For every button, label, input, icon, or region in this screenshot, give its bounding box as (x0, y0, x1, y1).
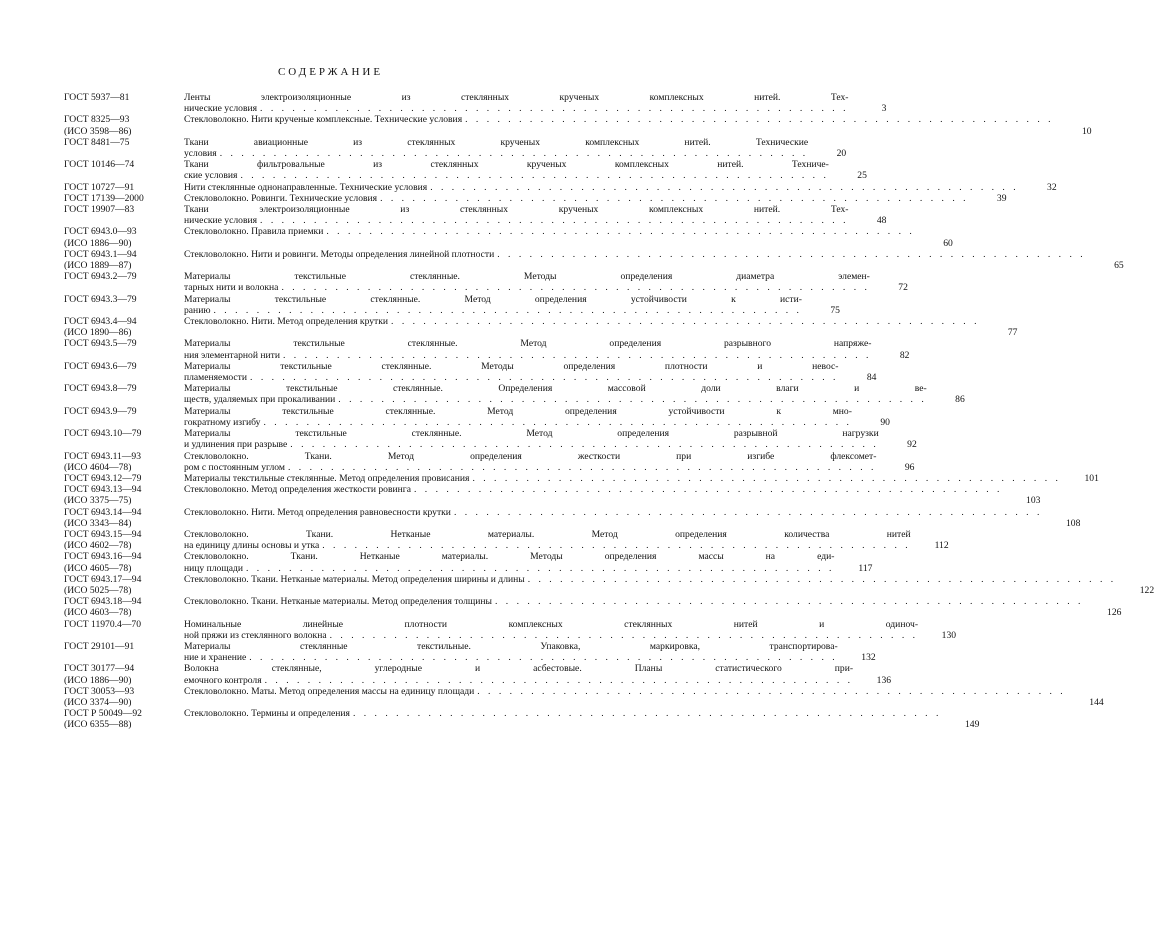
title-line: Стекловолокно. Ткани. Метод определения жесткости при изгибе флексомет- (184, 450, 877, 462)
title-line: ния элементарной нити . . . (184, 350, 871, 361)
dot-leader (477, 686, 1065, 697)
standard-codes (64, 406, 184, 428)
entry-title (184, 271, 876, 293)
standard-code: ГОСТ 6943.15—94 (64, 528, 142, 540)
standard-codes (64, 249, 184, 271)
standard-codes (64, 316, 184, 338)
entry-title (184, 383, 933, 405)
title-line: емочного контроля . . . (184, 675, 853, 686)
dot-leader (265, 675, 853, 686)
toc-entry[interactable] (64, 181, 1057, 193)
dot-leader (495, 596, 1083, 607)
standard-code: ГОСТ 6943.8—79 (64, 383, 137, 395)
toc-entry[interactable] (64, 685, 1104, 708)
entry-title (184, 708, 947, 730)
page-number: 25 (857, 170, 867, 182)
toc-entry[interactable] (64, 316, 1018, 339)
page-number: 48 (876, 215, 887, 227)
page-number: 82 (899, 349, 910, 361)
title-line: Материалы стеклянные текстильные. Упаковка, маркировка, транспортирова- (184, 640, 838, 652)
standard-code: ГОСТ 8325—93 (64, 114, 130, 126)
entry-title (184, 406, 858, 428)
toc-entry[interactable] (64, 596, 1122, 619)
title-line: Стекловолокно. Правила приемки . . . (184, 226, 915, 237)
standard-code: ГОСТ Р 50049—92 (64, 708, 142, 720)
standard-code: ГОСТ 6943.5—79 (64, 338, 137, 350)
toc-entry[interactable] (64, 663, 892, 686)
entry-title (184, 574, 1122, 596)
title-line: Стекловолокно. Ткани. Нетканые материалы. Методы определения массы на еди- (184, 551, 835, 563)
iso-code: (ИСО 6355—88) (64, 719, 132, 731)
title-line: Ткани электроизоляционные из стеклянных крученых комплексных нитей. Тех- (184, 204, 849, 216)
page-number: 136 (876, 674, 892, 686)
standard-codes (64, 294, 184, 316)
title-line: Стекловолокно. Метод определения жесткости ровинга . . . (184, 484, 1002, 495)
standard-codes (64, 428, 184, 450)
standard-codes (64, 204, 184, 226)
toc-entry[interactable] (64, 159, 867, 182)
dot-leader (290, 439, 878, 450)
title-line: Стекловолокно. Ткани. Нетканые материалы. Метод определения количества нитей (184, 528, 911, 540)
entry-title (184, 663, 859, 685)
entry-title (184, 473, 1067, 484)
title-line: Стекловолокно. Ткани. Нетканые материалы. Метод определения толщины . . . (184, 596, 1083, 607)
standard-codes (64, 137, 184, 159)
entry-title (184, 249, 1092, 271)
page-number: 65 (1114, 260, 1124, 272)
standard-codes (64, 338, 184, 360)
page-number: 108 (1065, 517, 1081, 529)
toc-entry[interactable] (64, 360, 877, 384)
standard-code: ГОСТ 6943.0—93 (64, 226, 137, 238)
standard-code: ГОСТ 6943.12—79 (64, 472, 142, 484)
toc-entry[interactable] (64, 428, 917, 451)
dot-leader (281, 282, 869, 293)
entry-title (184, 294, 808, 316)
iso-code: (ИСО 3598—86) (64, 125, 132, 137)
dot-leader (326, 226, 914, 237)
page-number: 77 (1007, 327, 1018, 339)
entry-title (184, 338, 877, 360)
standard-code: ГОСТ 6943.2—79 (64, 271, 137, 283)
standard-code: ГОСТ 17139—2000 (64, 192, 144, 204)
page-number: 60 (943, 237, 953, 249)
title-line: Материалы текстильные стеклянные. Метод определения провисания . . . (184, 473, 1061, 484)
toc-entry[interactable] (64, 92, 887, 115)
page-number: 90 (880, 416, 890, 428)
standard-codes (64, 551, 184, 573)
page-number: 32 (1047, 181, 1057, 193)
page-number: 130 (941, 629, 957, 641)
entry-title (184, 92, 854, 114)
toc-entry[interactable] (64, 204, 887, 227)
entry-title (184, 686, 1072, 708)
standard-codes (64, 663, 184, 685)
title-line: Стекловолокно. Термины и определения . . . (184, 708, 941, 719)
title-line: ние и хранение . . . (184, 652, 838, 663)
standard-code: ГОСТ 6943.10—79 (64, 428, 142, 440)
standard-code: ГОСТ 11970.4—70 (64, 618, 142, 630)
page-number: 39 (996, 192, 1007, 204)
standard-code: ГОСТ 6943.3—79 (64, 293, 137, 305)
page-number: 144 (1089, 696, 1104, 708)
entry-title (184, 159, 835, 181)
standard-codes (64, 92, 184, 114)
standard-code: ГОСТ 30177—94 (64, 663, 135, 675)
page-number: 10 (1081, 125, 1092, 137)
title-line: Стекловолокно. Маты. Метод определения массы на единицу площади . . . (184, 686, 1066, 697)
standard-codes (64, 619, 184, 641)
standard-code: ГОСТ 10146—74 (64, 159, 135, 171)
dot-leader (220, 148, 808, 159)
standard-code: ГОСТ 6943.17—94 (64, 573, 142, 585)
iso-code: (ИСО 1886—90) (64, 237, 132, 249)
entry-title (184, 114, 1060, 136)
standard-codes (64, 383, 184, 405)
dot-leader (288, 462, 876, 473)
title-line: ницу площади . . . (184, 563, 834, 574)
dot-leader (454, 507, 1042, 518)
dot-leader (246, 563, 834, 574)
dot-leader (240, 170, 828, 181)
page-number: 75 (830, 304, 840, 316)
title-line: нические условия . . . (184, 215, 848, 226)
title-line: ранию . . . (184, 305, 802, 316)
toc-entry[interactable] (64, 528, 949, 552)
standard-code: ГОСТ 6943.1—94 (64, 248, 137, 260)
title-line: Волокна стеклянные, углеродные и асбестовые. Планы статистического при- (184, 663, 854, 675)
dot-leader (391, 316, 979, 327)
title-line: Стекловолокно. Ткани. Нетканые материалы. Метод определения ширины и длины . . . (184, 574, 1116, 585)
title-line: Номинальные линейные плотности комплексных стеклянных нитей и одиноч- (184, 618, 919, 630)
standard-codes (64, 596, 184, 618)
dot-leader (263, 417, 851, 428)
page-number: 96 (904, 461, 915, 473)
iso-code: (ИСО 3375—75) (64, 495, 132, 507)
title-line: условия . . . (184, 148, 808, 159)
standard-code: ГОСТ 6943.4—94 (64, 316, 137, 328)
standard-codes (64, 641, 184, 663)
title-line: ной пряжи из стеклянного волокна . . . (184, 630, 918, 641)
entry-title (184, 451, 882, 473)
toc-entry[interactable] (64, 618, 957, 641)
standard-code: ГОСТ 29101—91 (64, 640, 135, 652)
dot-leader (250, 372, 838, 383)
title-line: Стекловолокно. Нити крученые комплексные. Технические условия . . . (184, 114, 1054, 125)
title-line: Нити стеклянные однонаправленные. Технические условия . . . (184, 182, 1019, 193)
toc-entry[interactable] (64, 192, 1007, 204)
title-line: ром с постоянным углом . . . (184, 462, 876, 473)
title-line: Стекловолокно. Нити. Метод определения крутки . . . (184, 316, 979, 327)
toc-entry[interactable] (64, 506, 1081, 529)
title-line: гократному изгибу . . . (184, 417, 852, 428)
page-number: 72 (898, 282, 908, 294)
entry-title (184, 551, 840, 573)
standard-codes (64, 159, 184, 181)
toc-entry[interactable] (64, 293, 840, 316)
title-line: и удлинения при разрыве . . . (184, 439, 879, 450)
toc-entry[interactable] (64, 472, 1099, 484)
entry-title (184, 507, 1048, 529)
page-number: 117 (858, 562, 873, 574)
dot-leader (260, 103, 848, 114)
standard-codes (64, 529, 184, 551)
iso-code: (ИСО 4602—78) (64, 540, 132, 552)
dot-leader (472, 473, 1060, 484)
page-number: 92 (907, 439, 917, 451)
page-number: 3 (881, 103, 887, 115)
dot-leader (249, 652, 837, 663)
standard-code: ГОСТ 6943.6—79 (64, 360, 137, 372)
toc-entry[interactable] (64, 271, 908, 294)
dot-leader (465, 114, 1053, 125)
title-line: Материалы текстильные стеклянные. Метод определения разрывной нагрузки (184, 428, 879, 440)
toc-entry[interactable] (64, 450, 915, 473)
toc-entry[interactable] (64, 248, 1124, 272)
entry-title (184, 137, 814, 159)
title-line: нические условия . . . (184, 103, 848, 114)
title-line: Материалы текстильные стеклянные. Определения массовой доли влаги и ве- (184, 383, 927, 395)
standard-code: ГОСТ 6943.13—94 (64, 484, 142, 496)
title-line: на единицу длины основы и утка . . . (184, 540, 911, 551)
entry-title (184, 182, 1025, 193)
standard-codes (64, 182, 184, 193)
entry-title (184, 619, 924, 641)
toc-entry[interactable] (64, 114, 1092, 137)
dot-leader (353, 708, 941, 719)
toc-entry[interactable] (64, 383, 965, 406)
title-line: Материалы текстильные стеклянные. Метод определения разрывного напряже- (184, 338, 872, 350)
standard-code: ГОСТ 6943.18—94 (64, 596, 142, 608)
toc-entry[interactable] (64, 405, 890, 428)
title-line: Материалы текстильные стеклянные. Метод определения устойчивости к мно- (184, 405, 852, 417)
standard-code: ГОСТ 10727—91 (64, 181, 135, 193)
toc-entry[interactable] (64, 226, 953, 249)
page-number: 112 (934, 540, 949, 552)
iso-code: (ИСО 1890—86) (64, 327, 132, 339)
dot-leader (497, 249, 1085, 260)
entry-title (184, 596, 1089, 618)
dot-leader (380, 193, 968, 204)
iso-code: (ИСО 5025—78) (64, 584, 132, 596)
toc-entry[interactable] (64, 708, 980, 731)
standard-code: ГОСТ 19907—83 (64, 204, 135, 216)
title-line: Стекловолокно. Нити. Метод определения равновесности крутки . . . (184, 507, 1042, 518)
title-line: Материалы текстильные стеклянные. Методы определения плотности и невос- (184, 360, 839, 372)
iso-code: (ИСО 1886—90) (64, 674, 132, 686)
entry-title (184, 641, 844, 663)
toc-entry[interactable] (64, 573, 1154, 596)
dot-leader (430, 182, 1018, 193)
iso-code: (ИСО 3374—90) (64, 696, 132, 708)
iso-code: (ИСО 1889—87) (64, 260, 132, 272)
standard-codes (64, 708, 184, 730)
standard-codes (64, 574, 184, 596)
entry-title (184, 316, 985, 338)
entry-title (184, 226, 921, 248)
title-line: Ленты электроизоляционные из стеклянных крученых комплексных нитей. Тех- (184, 92, 849, 103)
standard-codes (64, 361, 184, 383)
page-number: 132 (861, 652, 876, 664)
standard-code: ГОСТ 6943.16—94 (64, 551, 142, 563)
toc-entry[interactable] (64, 484, 1041, 507)
title-line: Ткани авиационные из стеклянных крученых комплексных нитей. Технические (184, 136, 809, 148)
standard-code: ГОСТ 6943.11—93 (64, 450, 142, 462)
page-number: 122 (1139, 584, 1154, 596)
entry-title (184, 193, 975, 204)
dot-leader (338, 394, 926, 405)
standard-codes (64, 271, 184, 293)
title-line: пламеняемости . . . (184, 372, 838, 383)
page-number: 84 (866, 372, 877, 384)
title-line: Материалы текстильные стеклянные. Методы определения диаметра элемен- (184, 271, 870, 283)
standard-codes (64, 193, 184, 204)
title-line: Ткани фильтровальные из стеклянных крученых комплексных нитей. Техниче- (184, 159, 829, 171)
dot-leader (528, 574, 1116, 585)
iso-code: (ИСО 4605—78) (64, 562, 132, 574)
dot-leader (283, 350, 871, 361)
standard-code: ГОСТ 30053—93 (64, 685, 135, 697)
title-line: Стекловолокно. Нити и ровинги. Методы определения линейной плотности . . . (184, 249, 1086, 260)
title-line: ществ, удаляемых при прокаливании . . . (184, 394, 927, 405)
entry-title (184, 529, 917, 551)
standard-code: ГОСТ 5937—81 (64, 92, 130, 103)
page-number: 86 (955, 394, 965, 406)
toc-entry[interactable] (64, 338, 910, 361)
title-line: Стекловолокно. Ровинги. Технические условия . . . (184, 193, 969, 204)
page-number: 126 (1107, 607, 1122, 619)
standard-codes (64, 114, 184, 136)
standard-codes (64, 507, 184, 529)
standard-code: ГОСТ 6943.14—94 (64, 506, 142, 518)
iso-code: (ИСО 3343—84) (64, 517, 132, 529)
page-number: 149 (964, 719, 980, 731)
page-number: 20 (836, 148, 847, 160)
standard-codes (64, 686, 184, 708)
title-line: Материалы текстильные стеклянные. Метод определения устойчивости к исти- (184, 293, 802, 305)
standard-codes (64, 473, 184, 484)
entry-title (184, 361, 844, 383)
entry-title (184, 428, 885, 450)
iso-code: (ИСО 4603—78) (64, 607, 132, 619)
dot-leader (414, 484, 1002, 495)
standard-codes (64, 484, 184, 506)
page-number: 101 (1084, 472, 1099, 484)
entry-title (184, 204, 854, 226)
standard-code: ГОСТ 8481—75 (64, 136, 130, 148)
dot-leader (330, 630, 918, 641)
standard-codes (64, 226, 184, 248)
page-title: СОДЕРЖАНИЕ (277, 66, 384, 78)
toc-entry[interactable] (64, 551, 873, 574)
toc-entry[interactable] (64, 136, 847, 160)
standard-codes (64, 451, 184, 473)
page-number: 103 (1026, 495, 1041, 507)
standard-code: ГОСТ 6943.9—79 (64, 405, 137, 417)
title-line: тарных нити и волокна . . . (184, 282, 870, 293)
title-line: ские условия . . . (184, 170, 829, 181)
toc-entry[interactable] (64, 640, 876, 664)
table-of-contents (64, 92, 1154, 731)
entry-title (184, 484, 1008, 506)
iso-code: (ИСО 4604—78) (64, 461, 132, 473)
dot-leader (322, 540, 910, 551)
dot-leader (260, 215, 848, 226)
dot-leader (214, 305, 802, 316)
